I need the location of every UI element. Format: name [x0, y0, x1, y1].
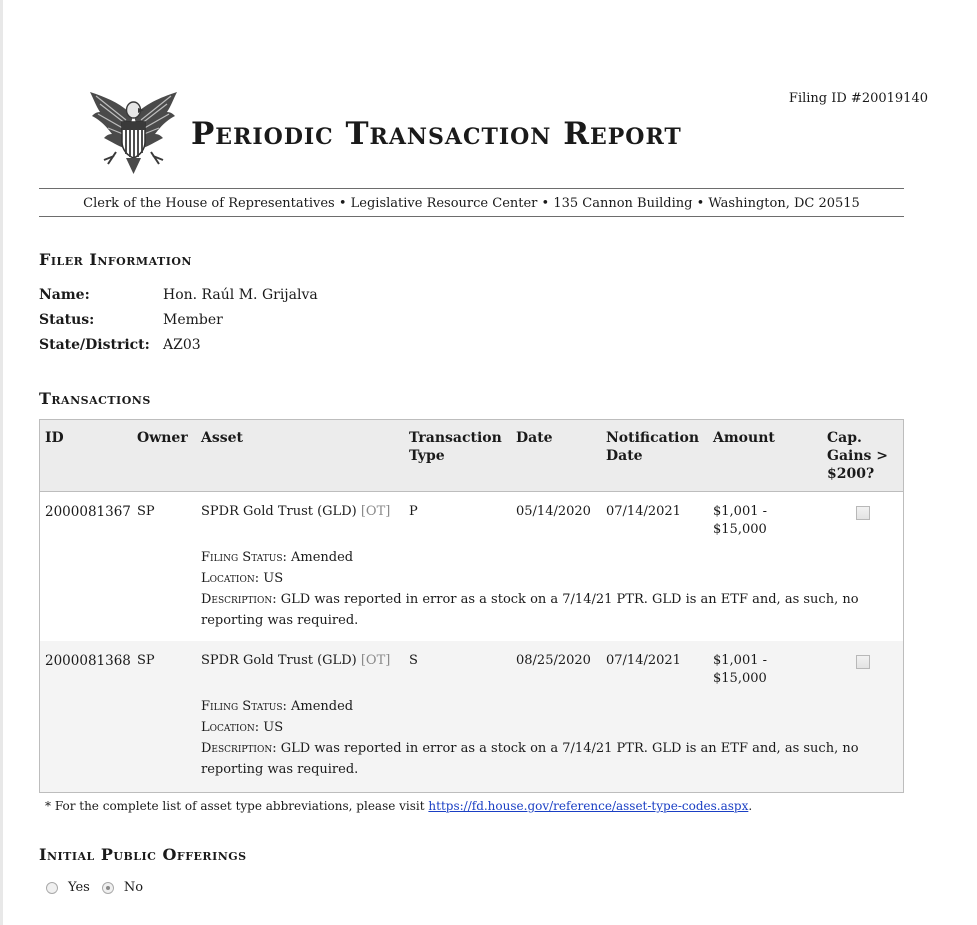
page-edge: [0, 0, 3, 925]
row-details: [201, 696, 891, 780]
filer-status-value: Member: [163, 311, 223, 328]
header-notification-date: [606, 429, 699, 465]
report-title: Periodic Transaction Report: [191, 116, 682, 152]
filer-name-row: [39, 282, 318, 307]
header-notification-line1: Notification: [606, 430, 699, 446]
ipo-options: [46, 880, 155, 895]
row-amount: [713, 652, 767, 688]
filing-status-label: Filing Status:: [201, 550, 287, 565]
row-filing-status: [201, 547, 891, 568]
row-id: 20000813​67: [45, 504, 131, 520]
row-amount-line1: $1,001 -: [713, 504, 768, 519]
row-amount: [713, 503, 767, 539]
header-rule-bottom: [39, 216, 904, 217]
eagle-seal-icon: [86, 86, 181, 178]
header-notification-line2: Date: [606, 448, 643, 464]
table-row: [40, 641, 903, 792]
header-id: ID: [45, 430, 64, 446]
header-amount: Amount: [713, 430, 775, 446]
row-description: [201, 738, 891, 780]
row-date: 08/25/2020: [516, 653, 591, 668]
row-notification-date: 07/14/2021: [606, 504, 681, 519]
row-description: [201, 589, 891, 631]
row-asset-name: SPDR Gold Trust (GLD): [201, 504, 357, 519]
location-label: Location:: [201, 720, 260, 735]
asset-type-footnote: [45, 799, 752, 813]
row-asset-code: [OT]: [360, 504, 391, 519]
asset-type-codes-link[interactable]: https://fd.house.gov/reference/asset-type-codes.aspx: [428, 799, 749, 813]
row-amount-line1: $1,001 -: [713, 653, 768, 668]
ipo-no-radio[interactable]: [102, 882, 114, 894]
header-transaction-type: [409, 429, 502, 465]
ipo-heading: Initial Public Offerings: [39, 845, 247, 864]
row-details: [201, 547, 891, 631]
row-date: 05/14/2020: [516, 504, 591, 519]
description-label: Description:: [201, 592, 277, 607]
filer-status-label: Status:: [39, 311, 95, 328]
transactions-heading: Transactions: [39, 389, 151, 408]
header-cap-gains-line2: Gains >: [827, 448, 889, 464]
location-label: Location:: [201, 571, 260, 586]
row-owner: SP: [137, 504, 155, 519]
row-amount-line2: $15,000: [713, 522, 767, 537]
footnote-text: * For the complete list of asset type abbreviations, please visit: [45, 799, 429, 813]
header-date: Date: [516, 430, 553, 446]
cap-gains-checkbox[interactable]: [856, 655, 870, 669]
table-row: [40, 492, 903, 641]
filer-information: [39, 282, 318, 357]
filer-information-heading: Filer Information: [39, 250, 192, 269]
filer-name-value: Hon. Raúl M. Grijalva: [163, 286, 318, 303]
row-location: [201, 568, 891, 589]
filing-id: Filing ID #20019140: [788, 91, 928, 106]
header-cap-gains: [827, 429, 888, 483]
location-value: US: [263, 720, 284, 735]
header-cap-gains-line1: Cap.: [827, 430, 862, 446]
filing-status-value: Amended: [291, 550, 354, 565]
description-value: GLD was reported in error as a stock on a 7/14/21 PTR. GLD is an ETF and, as such, no reporting was required.: [201, 741, 859, 777]
footnote-end: .: [748, 799, 753, 813]
row-id: 2000081368: [45, 653, 131, 669]
row-location: [201, 717, 891, 738]
description-label: Description:: [201, 741, 277, 756]
cap-gains-checkbox[interactable]: [856, 506, 870, 520]
header-rule-top: [39, 188, 904, 189]
table-header: [40, 420, 903, 492]
row-asset-name: SPDR Gold Trust (GLD): [201, 653, 357, 668]
filer-district-label: State/District:: [39, 336, 150, 353]
row-transaction-type: P: [409, 504, 418, 519]
location-value: US: [263, 571, 284, 586]
filer-name-label: Name:: [39, 286, 90, 303]
header-transaction-type-line1: Transaction: [409, 430, 502, 446]
row-transaction-type: S: [409, 653, 418, 668]
header-asset: Asset: [201, 430, 243, 446]
transactions-table: [39, 419, 904, 793]
row-asset: [201, 503, 390, 521]
header-transaction-type-line2: Type: [409, 448, 445, 464]
header-cap-gains-line3: $200?: [827, 466, 875, 482]
row-asset-code: [OT]: [360, 653, 391, 668]
ipo-no-label: No: [123, 880, 144, 895]
header-owner: Owner: [137, 430, 188, 446]
clerk-address: Clerk of the House of Representatives • Legislative Resource Center • 135 Cannon Building • Washington, DC 20515: [83, 196, 860, 211]
filing-status-value: Amended: [291, 699, 354, 714]
row-amount-line2: $15,000: [713, 671, 767, 686]
ipo-yes-label: Yes: [68, 880, 90, 895]
report-header: [86, 86, 726, 181]
description-value: GLD was reported in error as a stock on a 7/14/21 PTR. GLD is an ETF and, as such, no reporting was required.: [201, 592, 859, 628]
ipo-yes-radio[interactable]: [46, 882, 58, 894]
row-asset: [201, 652, 390, 670]
filer-status-row: [39, 307, 318, 332]
row-notification-date: 07/14/2021: [606, 653, 681, 668]
row-filing-status: [201, 696, 891, 717]
row-owner: SP: [137, 653, 155, 668]
filer-district-value: AZ03: [163, 336, 201, 353]
filing-status-label: Filing Status:: [201, 699, 287, 714]
filer-district-row: [39, 332, 318, 357]
